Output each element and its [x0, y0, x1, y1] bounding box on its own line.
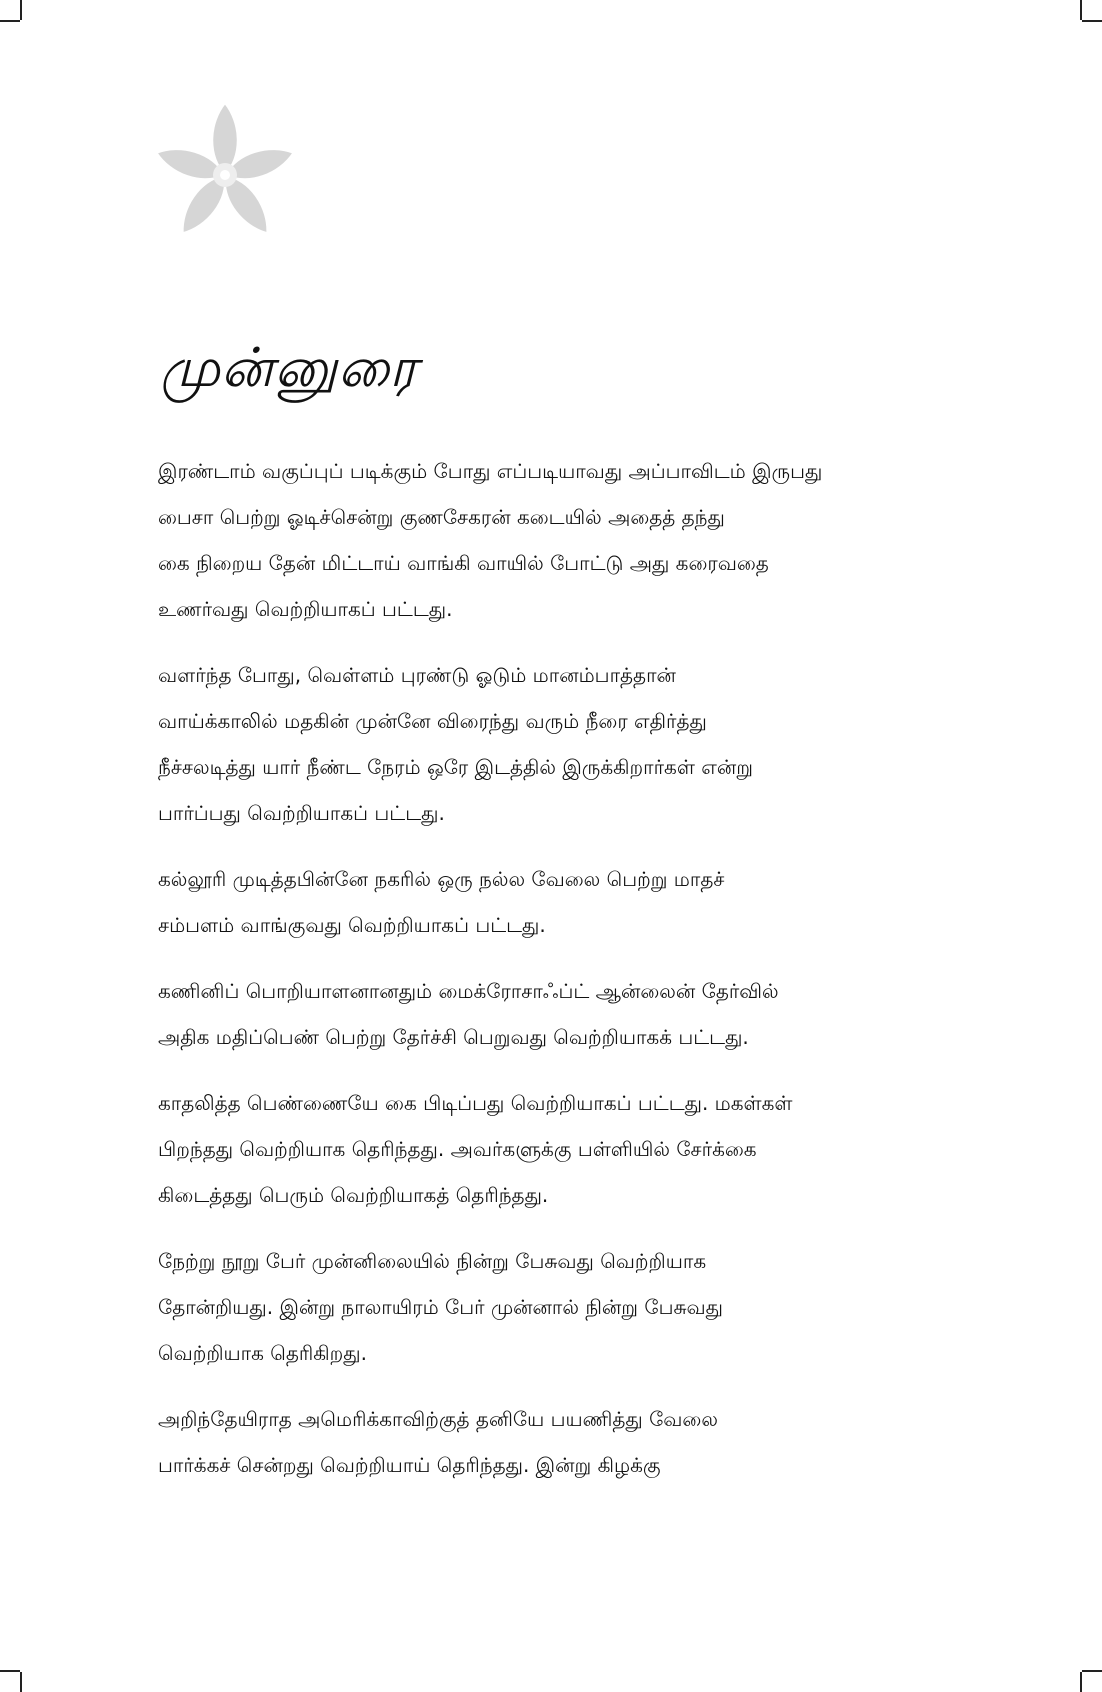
text-line: கை நிறைய தேன் மிட்டாய் வாங்கி வாயில் போட்டு அது கரைவதை	[158, 551, 769, 575]
text-line: தோன்றியது. இன்று நாலாயிரம் பேர் முன்னால் நின்று பேசுவது	[158, 1295, 723, 1319]
crop-mark-top-left	[20, 0, 22, 20]
text-line: காதலித்த பெண்ணையே கை பிடிப்பது வெற்றியாகப் பட்டது. மகள்கள்	[158, 1091, 793, 1115]
text-line: வாய்க்காலில் மதகின் முன்னே விரைந்து வரும் நீரை எதிர்த்து	[158, 709, 707, 733]
text-line: வெற்றியாக தெரிகிறது.	[158, 1341, 367, 1365]
paragraph-5	[158, 1080, 978, 1218]
paragraph-6	[158, 1238, 978, 1376]
text-line: சம்பளம் வாங்குவது வெற்றியாகப் பட்டது.	[158, 913, 546, 937]
crop-mark-bottom-right	[1080, 1672, 1082, 1692]
crop-mark-top-right-h	[1082, 20, 1102, 22]
text-line: அதிக மதிப்பெண் பெற்று தேர்ச்சி பெறுவது வெற்றியாகக் பட்டது.	[158, 1025, 749, 1049]
crop-mark-bottom-right-h	[1082, 1670, 1102, 1672]
text-line: பார்ப்பது வெற்றியாகப் பட்டது.	[158, 801, 445, 825]
page-title: முன்னுரை	[160, 336, 418, 399]
text-line: கணினிப் பொறியாளனானதும் மைக்ரோசாஃப்ட் ஆன்லைன் தேர்வில்	[158, 979, 779, 1003]
paragraph-2	[158, 652, 978, 836]
paragraph-4	[158, 968, 978, 1060]
body-text	[158, 448, 978, 1508]
text-line: நீச்சலடித்து யார் நீண்ட நேரம் ஒரே இடத்தில் இருக்கிறார்கள் என்று	[158, 755, 753, 779]
text-line: கல்லூரி முடித்தபின்னே நகரில் ஒரு நல்ல வேலை பெற்று மாதச்	[158, 867, 725, 891]
text-line: உணர்வது வெற்றியாகப் பட்டது.	[158, 597, 453, 621]
text-line: வளர்ந்த போது, வெள்ளம் புரண்டு ஓடும் மானம்பாத்தான்	[158, 663, 676, 687]
paragraph-3	[158, 856, 978, 948]
flower-ornament-icon	[150, 100, 300, 250]
crop-mark-bottom-left-h	[0, 1670, 20, 1672]
text-line: கிடைத்தது பெரும் வெற்றியாகத் தெரிந்தது.	[158, 1183, 549, 1207]
paragraph-7	[158, 1396, 978, 1488]
text-line: அறிந்தேயிராத அமெரிக்காவிற்குத் தனியே பயணித்து வேலை	[158, 1407, 718, 1431]
text-line: பைசா பெற்று ஓடிச்சென்று குணசேகரன் கடையில் அதைத் தந்து	[158, 505, 725, 529]
text-line: பார்க்கச் சென்றது வெற்றியாய் தெரிந்தது. இன்று கிழக்கு	[158, 1453, 661, 1477]
crop-mark-top-left-h	[0, 20, 20, 22]
paragraph-1	[158, 448, 978, 632]
text-line: இரண்டாம் வகுப்புப் படிக்கும் போது எப்படியாவது அப்பாவிடம் இருபது	[158, 459, 823, 483]
text-line: பிறந்தது வெற்றியாக தெரிந்தது. அவர்களுக்கு பள்ளியில் சேர்க்கை	[158, 1137, 757, 1161]
text-line: நேற்று நூறு பேர் முன்னிலையில் நின்று பேசுவது வெற்றியாக	[158, 1249, 707, 1273]
crop-mark-bottom-left	[20, 1672, 22, 1692]
crop-mark-top-right	[1080, 0, 1082, 20]
